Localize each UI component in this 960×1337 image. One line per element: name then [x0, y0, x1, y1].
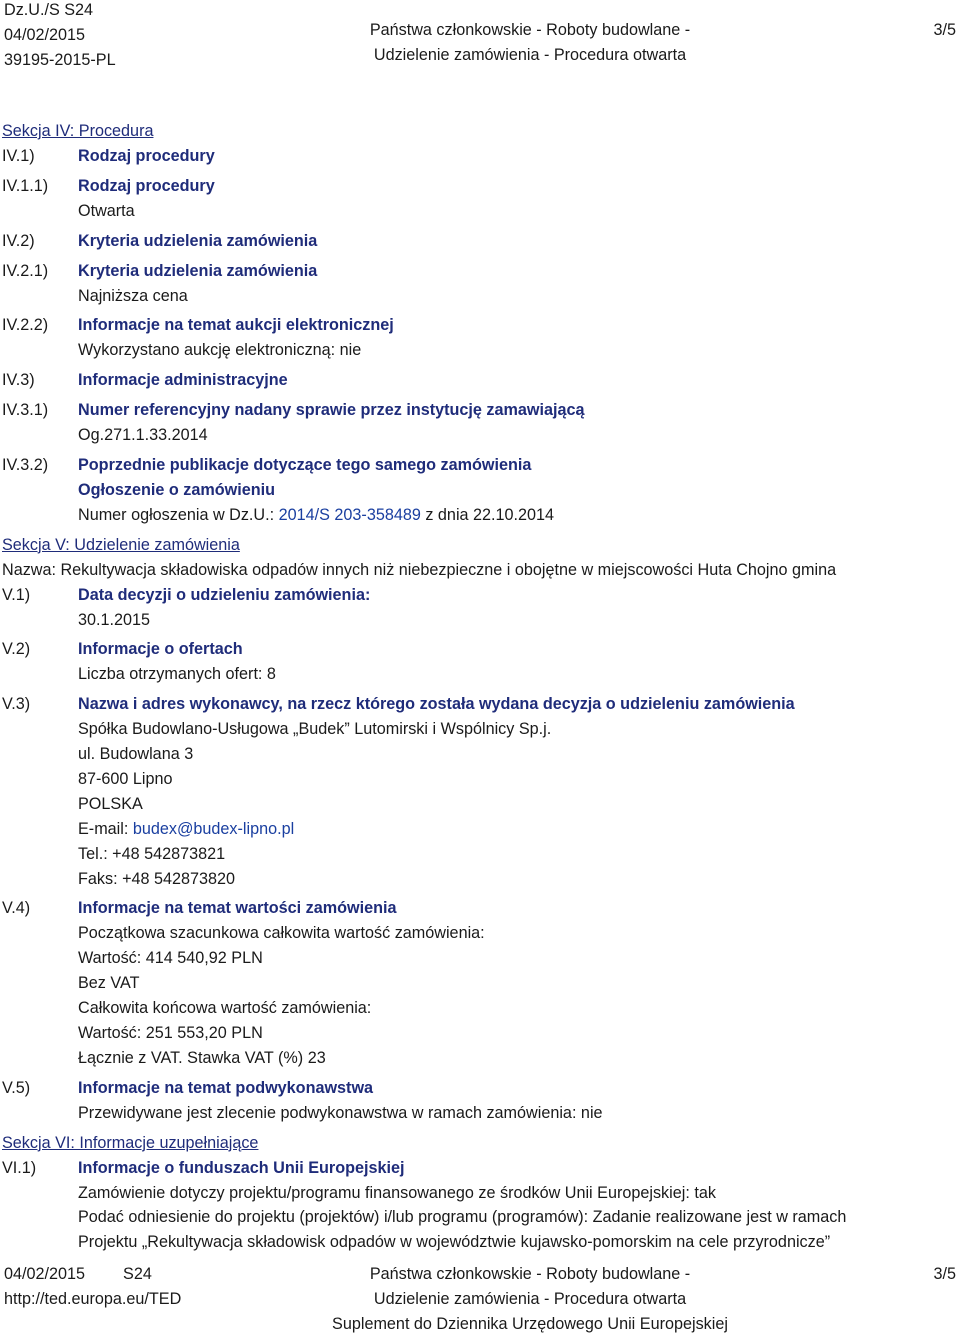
item-number: IV.3.2) — [2, 455, 49, 474]
item-number: IV.3) — [2, 371, 35, 390]
item-number: VI.1) — [2, 1158, 37, 1177]
item-value: Liczba otrzymanych ofert: 8 — [78, 665, 276, 684]
item-value: Otwarta — [78, 201, 135, 220]
item-title: Rodzaj procedury — [78, 176, 215, 195]
notice-number-line — [78, 503, 960, 528]
item-number: V.4) — [2, 899, 31, 918]
item-title: Informacje o ofertach — [78, 640, 243, 659]
initial-value: Wartość: 414 540,92 PLN — [78, 949, 263, 968]
item-number: IV.3.1) — [2, 401, 49, 420]
item-number: V.3) — [2, 695, 31, 714]
notice-number-date: z dnia 22.10.2014 — [420, 505, 555, 524]
page-footer — [0, 1262, 960, 1334]
contractor-email-line — [78, 817, 960, 842]
header-center — [0, 18, 960, 68]
iv-2-1-row — [0, 259, 960, 309]
eu-project-ref-2: Projektu „Rekultywacja składowisk odpadów w województwie kujawsko-pomorskim na cele przyrodnicze” — [78, 1233, 831, 1252]
item-title: Kryteria udzielenia zamówienia — [78, 231, 318, 250]
item-title: Informacje na temat aukcji elektronicznej — [78, 316, 394, 335]
footer-supplement: Suplement do Dziennika Urzędowego Unii Europejskiej — [332, 1315, 728, 1333]
initial-value-label: Początkowa szacunkowa całkowita wartość zamówienia: — [78, 924, 485, 943]
item-subtitle: Ogłoszenie o zamówieniu — [78, 480, 275, 499]
iv-3-2-row — [0, 453, 960, 528]
iv-3-row — [0, 368, 960, 393]
footer-center — [0, 1262, 960, 1337]
item-title: Nazwa i adres wykonawcy, na rzecz którego została wydana decyzja o udzieleniu zamówienia — [78, 695, 795, 714]
item-title: Informacje na temat podwykonawstwa — [78, 1078, 374, 1097]
eu-funds-flag: Zamówienie dotyczy projektu/programu finansowanego ze środków Unii Europejskiej: tak — [78, 1183, 716, 1202]
header-page-number: 3/5 — [933, 21, 956, 39]
v-5-row — [0, 1076, 960, 1126]
notice-content — [0, 119, 960, 1255]
final-value-label: Całkowita końcowa wartość zamówienia: — [78, 999, 372, 1018]
footer-title-1: Państwa członkowskie - Roboty budowlane - — [369, 1265, 691, 1283]
v-3-row — [0, 692, 960, 891]
iv-1-row — [0, 144, 960, 169]
item-title: Rodzaj procedury — [78, 147, 215, 165]
item-number: V.1) — [2, 585, 31, 604]
contractor-phone: Tel.: +48 542873821 — [78, 844, 226, 863]
journal-ref: Dz.U./S S24 — [4, 1, 94, 19]
final-value-vat: Łącznie z VAT. Stawka VAT (%) 23 — [78, 1048, 326, 1067]
vi-1-row — [0, 1156, 960, 1256]
item-number: IV.2.1) — [2, 261, 49, 280]
contractor-fax: Faks: +48 542873820 — [78, 869, 236, 888]
initial-value-vat: Bez VAT — [78, 974, 140, 993]
item-title: Informacje na temat wartości zamówienia — [78, 899, 397, 918]
item-title: Informacje administracyjne — [78, 371, 288, 390]
contractor-email-link[interactable]: budex@budex-lipno.pl — [132, 819, 295, 838]
iv-2-row — [0, 229, 960, 254]
page-header — [0, 0, 960, 70]
iv-1-1-row — [0, 174, 960, 224]
header-title-1: Państwa członkowskie - Roboty budowlane - — [369, 21, 691, 39]
iv-2-2-row — [0, 313, 960, 363]
contract-name: Nazwa: Rekultywacja składowiska odpadów innych niż niebezpieczne i obojętne w miejscowości Huta Chojno gmina — [2, 560, 837, 579]
item-number: V.5) — [2, 1078, 31, 1097]
header-title-2: Udzielenie zamówienia - Procedura otwarta — [373, 46, 687, 64]
contractor-country: POLSKA — [78, 794, 143, 813]
iv-3-1-row — [0, 398, 960, 448]
v-1-row — [0, 583, 960, 633]
email-label: E-mail: — [78, 819, 133, 838]
footer-date: 04/02/2015 — [4, 1265, 86, 1283]
v-4-row — [0, 896, 960, 1070]
item-value: Najniższa cena — [78, 286, 188, 305]
item-number: IV.2.2) — [2, 316, 49, 335]
notice-number-label: Numer ogłoszenia w Dz.U.: — [78, 505, 279, 524]
section-vi-title: Sekcja VI: Informacje uzupełniające — [2, 1133, 259, 1152]
footer-title-2: Udzielenie zamówienia - Procedura otwarta — [373, 1290, 687, 1308]
notice-number-link[interactable]: 2014/S 203-358489 — [278, 505, 421, 524]
section-iv-title: Sekcja IV: Procedura — [2, 122, 154, 140]
item-title: Informacje o funduszach Unii Europejskiej — [78, 1158, 405, 1177]
footer-page-number: 3/5 — [933, 1265, 956, 1283]
footer-s24: S24 — [123, 1265, 152, 1283]
final-value: Wartość: 251 553,20 PLN — [78, 1024, 263, 1042]
footer-url-link[interactable]: http://ted.europa.eu/TED — [4, 1290, 182, 1308]
item-value: Wykorzystano aukcję elektroniczną: nie — [78, 341, 362, 360]
item-value: Og.271.1.33.2014 — [78, 426, 208, 445]
item-title: Kryteria udzielenia zamówienia — [78, 261, 318, 280]
item-title: Numer referencyjny nadany sprawie przez instytucję zamawiającą — [78, 401, 585, 420]
item-number: V.2) — [2, 640, 31, 659]
item-number: IV.2) — [2, 231, 35, 250]
contractor-city: 87-600 Lipno — [78, 769, 173, 788]
item-number: IV.1.1) — [2, 176, 49, 195]
item-number: IV.1) — [2, 147, 35, 165]
eu-project-ref-1: Podać odniesienie do projektu (projektów) i/lub programu (programów): Zadanie realizowane jest w ramach — [78, 1208, 847, 1227]
item-title: Poprzednie publikacje dotyczące tego samego zamówienia — [78, 455, 532, 474]
item-value: Przewidywane jest zlecenie podwykonawstwa w ramach zamówienia: nie — [78, 1103, 603, 1122]
section-v-title: Sekcja V: Udzielenie zamówienia — [2, 535, 240, 554]
doc-id: 39195-2015-PL — [4, 51, 116, 69]
v-2-row — [0, 637, 960, 687]
item-value: 30.1.2015 — [78, 610, 151, 629]
contractor-street: ul. Budowlana 3 — [78, 745, 194, 764]
item-title: Data decyzji o udzieleniu zamówienia: — [78, 585, 371, 604]
header-date: 04/02/2015 — [4, 26, 86, 44]
contractor-name: Spółka Budowlano-Usługowa „Budek” Lutomirski i Wspólnicy Sp.j. — [78, 720, 552, 739]
